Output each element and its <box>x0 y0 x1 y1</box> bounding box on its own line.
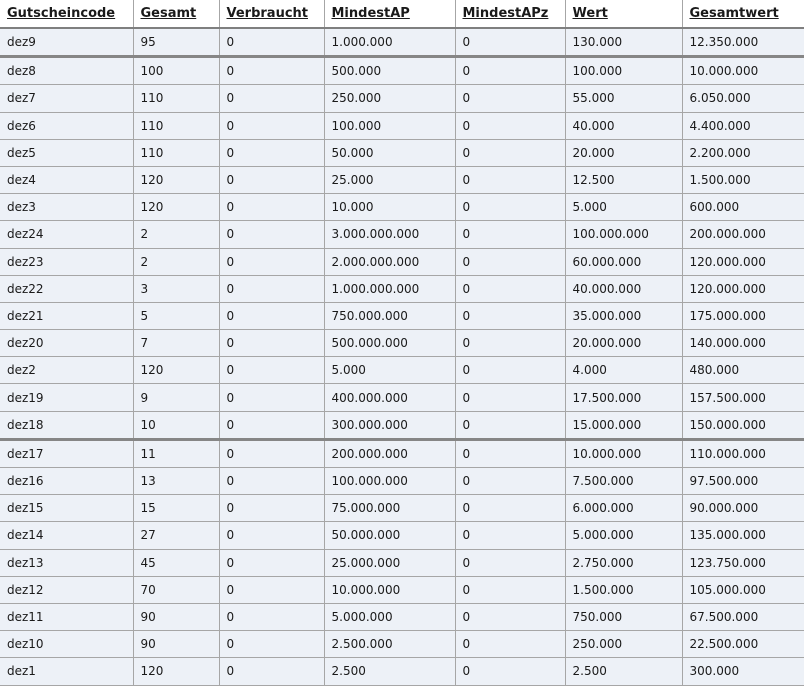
value-cell: 300.000 <box>682 658 804 685</box>
value-cell: 90 <box>133 631 219 658</box>
table-row-dez2 <box>0 357 804 384</box>
value-cell: 0 <box>455 658 565 685</box>
value-cell: 9 <box>133 384 219 411</box>
value-cell: 50.000 <box>324 139 455 166</box>
value-cell: 135.000.000 <box>682 522 804 549</box>
value-cell: 0 <box>219 357 324 384</box>
value-cell: 45 <box>133 549 219 576</box>
voucher-code-cell: dez13 <box>0 549 133 576</box>
voucher-code-cell: dez18 <box>0 411 133 439</box>
value-cell: 90.000.000 <box>682 495 804 522</box>
value-cell: 120 <box>133 658 219 685</box>
value-cell: 1.500.000 <box>682 166 804 193</box>
value-cell: 0 <box>455 112 565 139</box>
value-cell: 0 <box>455 275 565 302</box>
table-row-dez6 <box>0 112 804 139</box>
value-cell: 2.500 <box>565 658 682 685</box>
value-cell: 0 <box>455 28 565 57</box>
voucher-code-cell: dez14 <box>0 522 133 549</box>
table-row-dez12 <box>0 576 804 603</box>
value-cell: 110 <box>133 85 219 112</box>
voucher-code-cell: dez4 <box>0 166 133 193</box>
voucher-code-cell: dez17 <box>0 439 133 467</box>
table-row-dez17 <box>0 439 804 467</box>
value-cell: 4.000 <box>565 357 682 384</box>
value-cell: 55.000 <box>565 85 682 112</box>
value-cell: 0 <box>455 221 565 248</box>
value-cell: 0 <box>455 248 565 275</box>
value-cell: 0 <box>455 57 565 85</box>
voucher-code-cell: dez23 <box>0 248 133 275</box>
voucher-code-cell: dez24 <box>0 221 133 248</box>
voucher-code-cell: dez16 <box>0 468 133 495</box>
column-header-gesamt[interactable]: Gesamt <box>133 0 219 28</box>
value-cell: 22.500.000 <box>682 631 804 658</box>
value-cell: 0 <box>219 468 324 495</box>
table-row-dez4 <box>0 166 804 193</box>
table-row-dez5 <box>0 139 804 166</box>
value-cell: 5 <box>133 302 219 329</box>
value-cell: 750.000.000 <box>324 302 455 329</box>
value-cell: 110 <box>133 139 219 166</box>
value-cell: 5.000 <box>324 357 455 384</box>
value-cell: 0 <box>455 357 565 384</box>
value-cell: 0 <box>219 302 324 329</box>
value-cell: 11 <box>133 439 219 467</box>
value-cell: 0 <box>455 495 565 522</box>
value-cell: 0 <box>219 248 324 275</box>
value-cell: 7.500.000 <box>565 468 682 495</box>
value-cell: 0 <box>219 439 324 467</box>
column-header-wert[interactable]: Wert <box>565 0 682 28</box>
value-cell: 0 <box>455 302 565 329</box>
value-cell: 100 <box>133 57 219 85</box>
voucher-code-cell: dez7 <box>0 85 133 112</box>
value-cell: 40.000.000 <box>565 275 682 302</box>
value-cell: 300.000.000 <box>324 411 455 439</box>
value-cell: 120 <box>133 357 219 384</box>
value-cell: 250.000 <box>324 85 455 112</box>
value-cell: 0 <box>219 221 324 248</box>
voucher-code-cell: dez5 <box>0 139 133 166</box>
value-cell: 0 <box>455 411 565 439</box>
value-cell: 120 <box>133 166 219 193</box>
table-row-dez8 <box>0 57 804 85</box>
value-cell: 0 <box>219 495 324 522</box>
value-cell: 0 <box>219 384 324 411</box>
value-cell: 500.000.000 <box>324 330 455 357</box>
value-cell: 0 <box>219 631 324 658</box>
value-cell: 0 <box>455 139 565 166</box>
value-cell: 100.000.000 <box>565 221 682 248</box>
value-cell: 120 <box>133 194 219 221</box>
value-cell: 2 <box>133 248 219 275</box>
value-cell: 100.000.000 <box>324 468 455 495</box>
voucher-code-cell: dez10 <box>0 631 133 658</box>
voucher-code-cell: dez20 <box>0 330 133 357</box>
value-cell: 3.000.000.000 <box>324 221 455 248</box>
value-cell: 0 <box>455 576 565 603</box>
table-row-dez18 <box>0 411 804 439</box>
value-cell: 0 <box>455 330 565 357</box>
value-cell: 0 <box>219 139 324 166</box>
value-cell: 90 <box>133 603 219 630</box>
value-cell: 0 <box>219 549 324 576</box>
value-cell: 0 <box>455 85 565 112</box>
value-cell: 110 <box>133 112 219 139</box>
value-cell: 2 <box>133 221 219 248</box>
table-header <box>0 0 804 28</box>
table-row-dez10 <box>0 631 804 658</box>
value-cell: 1.000.000.000 <box>324 275 455 302</box>
value-cell: 0 <box>219 166 324 193</box>
value-cell: 6.050.000 <box>682 85 804 112</box>
table-row-dez7 <box>0 85 804 112</box>
value-cell: 50.000.000 <box>324 522 455 549</box>
value-cell: 0 <box>219 194 324 221</box>
value-cell: 130.000 <box>565 28 682 57</box>
value-cell: 75.000.000 <box>324 495 455 522</box>
value-cell: 0 <box>455 549 565 576</box>
value-cell: 7 <box>133 330 219 357</box>
value-cell: 0 <box>219 603 324 630</box>
value-cell: 120.000.000 <box>682 248 804 275</box>
value-cell: 1.500.000 <box>565 576 682 603</box>
value-cell: 157.500.000 <box>682 384 804 411</box>
value-cell: 2.200.000 <box>682 139 804 166</box>
value-cell: 10 <box>133 411 219 439</box>
value-cell: 0 <box>219 576 324 603</box>
table-row-dez24 <box>0 221 804 248</box>
column-header-gesamtwert[interactable]: Gesamtwert <box>682 0 804 28</box>
table-row-dez9 <box>0 28 804 57</box>
value-cell: 20.000.000 <box>565 330 682 357</box>
value-cell: 0 <box>455 603 565 630</box>
value-cell: 150.000.000 <box>682 411 804 439</box>
value-cell: 175.000.000 <box>682 302 804 329</box>
value-cell: 480.000 <box>682 357 804 384</box>
value-cell: 0 <box>455 194 565 221</box>
value-cell: 25.000.000 <box>324 549 455 576</box>
value-cell: 600.000 <box>682 194 804 221</box>
value-cell: 2.000.000.000 <box>324 248 455 275</box>
value-cell: 200.000.000 <box>682 221 804 248</box>
value-cell: 67.500.000 <box>682 603 804 630</box>
value-cell: 20.000 <box>565 139 682 166</box>
table-row-dez16 <box>0 468 804 495</box>
value-cell: 0 <box>455 522 565 549</box>
table-row-dez3 <box>0 194 804 221</box>
voucher-code-cell: dez2 <box>0 357 133 384</box>
value-cell: 0 <box>219 57 324 85</box>
table-body <box>0 28 804 685</box>
value-cell: 95 <box>133 28 219 57</box>
value-cell: 10.000.000 <box>324 576 455 603</box>
value-cell: 110.000.000 <box>682 439 804 467</box>
value-cell: 400.000.000 <box>324 384 455 411</box>
value-cell: 15 <box>133 495 219 522</box>
voucher-code-cell: dez8 <box>0 57 133 85</box>
value-cell: 0 <box>219 522 324 549</box>
table-row-dez13 <box>0 549 804 576</box>
value-cell: 0 <box>219 112 324 139</box>
value-cell: 60.000.000 <box>565 248 682 275</box>
value-cell: 70 <box>133 576 219 603</box>
voucher-code-cell: dez19 <box>0 384 133 411</box>
value-cell: 12.350.000 <box>682 28 804 57</box>
voucher-code-cell: dez9 <box>0 28 133 57</box>
value-cell: 10.000.000 <box>565 439 682 467</box>
value-cell: 5.000 <box>565 194 682 221</box>
value-cell: 15.000.000 <box>565 411 682 439</box>
value-cell: 3 <box>133 275 219 302</box>
value-cell: 40.000 <box>565 112 682 139</box>
table-row-dez15 <box>0 495 804 522</box>
voucher-code-cell: dez11 <box>0 603 133 630</box>
value-cell: 35.000.000 <box>565 302 682 329</box>
value-cell: 140.000.000 <box>682 330 804 357</box>
table-row-dez11 <box>0 603 804 630</box>
value-cell: 750.000 <box>565 603 682 630</box>
value-cell: 250.000 <box>565 631 682 658</box>
header-row <box>0 0 804 28</box>
column-header-mindestap[interactable]: MindestAP <box>324 0 455 28</box>
value-cell: 97.500.000 <box>682 468 804 495</box>
voucher-code-cell: dez21 <box>0 302 133 329</box>
value-cell: 105.000.000 <box>682 576 804 603</box>
value-cell: 1.000.000 <box>324 28 455 57</box>
voucher-code-cell: dez3 <box>0 194 133 221</box>
table-row-dez23 <box>0 248 804 275</box>
value-cell: 10.000 <box>324 194 455 221</box>
value-cell: 0 <box>219 658 324 685</box>
column-header-mindestapz[interactable]: MindestAPz <box>455 0 565 28</box>
voucher-code-cell: dez22 <box>0 275 133 302</box>
value-cell: 0 <box>219 330 324 357</box>
column-header-verbraucht[interactable]: Verbraucht <box>219 0 324 28</box>
value-cell: 500.000 <box>324 57 455 85</box>
value-cell: 120.000.000 <box>682 275 804 302</box>
value-cell: 4.400.000 <box>682 112 804 139</box>
voucher-code-cell: dez12 <box>0 576 133 603</box>
value-cell: 200.000.000 <box>324 439 455 467</box>
value-cell: 5.000.000 <box>565 522 682 549</box>
table-row-dez20 <box>0 330 804 357</box>
value-cell: 27 <box>133 522 219 549</box>
table-row-dez14 <box>0 522 804 549</box>
value-cell: 25.000 <box>324 166 455 193</box>
value-cell: 0 <box>219 28 324 57</box>
value-cell: 10.000.000 <box>682 57 804 85</box>
value-cell: 2.500.000 <box>324 631 455 658</box>
value-cell: 0 <box>455 166 565 193</box>
value-cell: 100.000 <box>565 57 682 85</box>
value-cell: 100.000 <box>324 112 455 139</box>
value-cell: 0 <box>455 468 565 495</box>
voucher-code-cell: dez15 <box>0 495 133 522</box>
value-cell: 2.750.000 <box>565 549 682 576</box>
value-cell: 17.500.000 <box>565 384 682 411</box>
table-row-dez19 <box>0 384 804 411</box>
value-cell: 0 <box>219 85 324 112</box>
table-row-dez1 <box>0 658 804 685</box>
value-cell: 123.750.000 <box>682 549 804 576</box>
value-cell: 2.500 <box>324 658 455 685</box>
voucher-code-cell: dez1 <box>0 658 133 685</box>
value-cell: 0 <box>219 275 324 302</box>
value-cell: 6.000.000 <box>565 495 682 522</box>
table-row-dez21 <box>0 302 804 329</box>
value-cell: 0 <box>455 439 565 467</box>
column-header-gutscheincode[interactable]: Gutscheincode <box>0 0 133 28</box>
table-row-dez22 <box>0 275 804 302</box>
value-cell: 0 <box>455 631 565 658</box>
value-cell: 13 <box>133 468 219 495</box>
voucher-code-cell: dez6 <box>0 112 133 139</box>
value-cell: 0 <box>455 384 565 411</box>
value-cell: 0 <box>219 411 324 439</box>
value-cell: 12.500 <box>565 166 682 193</box>
value-cell: 5.000.000 <box>324 603 455 630</box>
